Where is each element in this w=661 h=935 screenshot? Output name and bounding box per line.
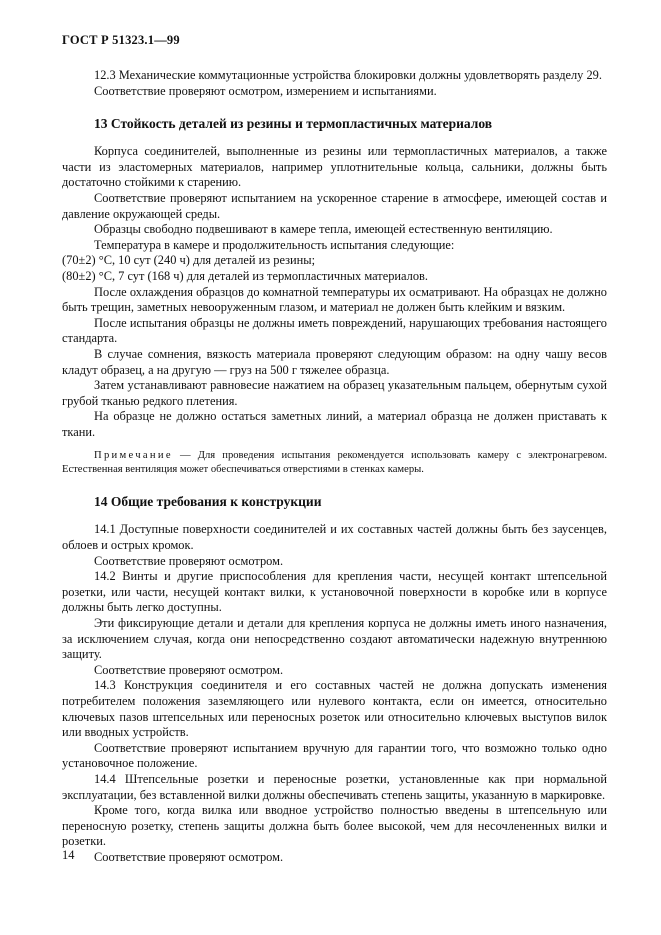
- s13-paragraph: Температура в камере и продолжительность испытания следующие:: [94, 237, 455, 252]
- s13-paragraph: (70±2) °С, 10 сут (240 ч) для деталей из резины;: [62, 253, 316, 268]
- s14-paragraph: 14.2 Винты и другие приспособления для крепления части, несущей контакт штепсельной розетки, или части, несущей контакт вилки, к установочной поверхности в коробке или в корпусе должны быть легко доступны.: [62, 569, 607, 615]
- s14-paragraph: 14.3 Конструкция соединителя и его составных частей не должна допускать изменения потребителем положения заземляющего или нулевого контакта, если он имеется, относительно ключевых пазов штепсельных или переносных розеток или относительно ключевых выступов вилок или вводных устройств.: [62, 678, 607, 740]
- page-number: 14: [62, 848, 75, 862]
- s13-paragraph: Образцы свободно подвешивают в камере тепла, имеющей естественную вентиляцию.: [94, 222, 553, 237]
- s13-paragraph: После испытания образцы не должны иметь повреждений, нарушающих требования настоящего стандарта.: [62, 315, 607, 346]
- s13-paragraph: После охлаждения образцов до комнатной температуры их осматривают. На образцах не должно быть трещин, заметных невооруженным глазом, и материал не должен быть клейким и вязким.: [62, 284, 607, 315]
- note-label: Примечание: [94, 450, 173, 462]
- s14-paragraph: Эти фиксирующие детали и детали для крепления корпуса не должны иметь иного назначения, за исключением случая, когда они непосредственно создают автоматически надежную внутреннюю защиту.: [62, 616, 607, 662]
- s14-paragraph: Кроме того, когда вилка или вводное устройство полностью введены в штепсельную или переносную розетку, степень защиты должна быть более высокой, чем для несочлененных вилки и розетки.: [62, 803, 607, 849]
- standard-code-header: ГОСТ Р 51323.1—99: [62, 33, 180, 47]
- s14-paragraph: Соответствие проверяют испытанием вручную для гарантии того, что возможно только одно установочное положение.: [62, 740, 607, 771]
- clause-12-3-compliance: Соответствие проверяют осмотром, измерением и испытаниями.: [94, 83, 437, 98]
- note-text: — Для проведения испытания рекомендуется использовать камеру с электронагревом. Естественная вентиляция может обеспечиваться отверстиями в стенках камеры.: [62, 450, 607, 476]
- s14-paragraph: Соответствие проверяют осмотром.: [94, 553, 284, 568]
- s13-paragraph: На образце не должно остаться заметных линий, а материал образца не должен приставать к ткани.: [62, 409, 607, 439]
- s13-paragraph: Соответствие проверяют испытанием на ускоренное старение в атмосфере, имеющей состав и давление окружающей среды.: [62, 190, 607, 221]
- section-13-title: 13 Стойкость деталей из резины и термопластичных материалов: [94, 116, 493, 132]
- s13-paragraph: (80±2) °С, 7 сут (168 ч) для деталей из термопластичных материалов.: [62, 268, 428, 283]
- s13-note: [62, 449, 607, 477]
- s14-paragraph: 14.4 Штепсельные розетки и переносные розетки, установленные как при нормальной эксплуатации, без вставленной вилки должны обеспечивать степень защиты, указанную в маркировке.: [62, 771, 607, 802]
- s14-paragraph: Соответствие проверяют осмотром.: [94, 662, 284, 677]
- s14-paragraph: 14.1 Доступные поверхности соединителей и их составных частей должны быть без заусенцев, облоев и острых кромок.: [62, 522, 607, 553]
- s13-paragraph: В случае сомнения, вязкость материала проверяют следующим образом: на одну чашу весов кладут образец, а на другую — груз на 500 г тяжелее образца.: [62, 346, 607, 377]
- section-14-title: 14 Общие требования к конструкции: [94, 494, 322, 510]
- s13-paragraph: Корпуса соединителей, выполненные из резины или термопластичных материалов, а также части из эластомерных материалов, например уплотнительные кольца, сальники, должны быть достаточно стойкими к старению.: [62, 144, 607, 190]
- clause-12-3: 12.3 Механические коммутационные устройства блокировки должны удовлетворять разделу 29.: [94, 68, 602, 82]
- s14-paragraph: Соответствие проверяют осмотром.: [94, 849, 284, 864]
- s13-paragraph: Затем устанавливают равновесие нажатием на образец указательным пальцем, обернутым сухой грубой тканью редкого плетения.: [62, 378, 607, 408]
- page-content: [62, 68, 607, 866]
